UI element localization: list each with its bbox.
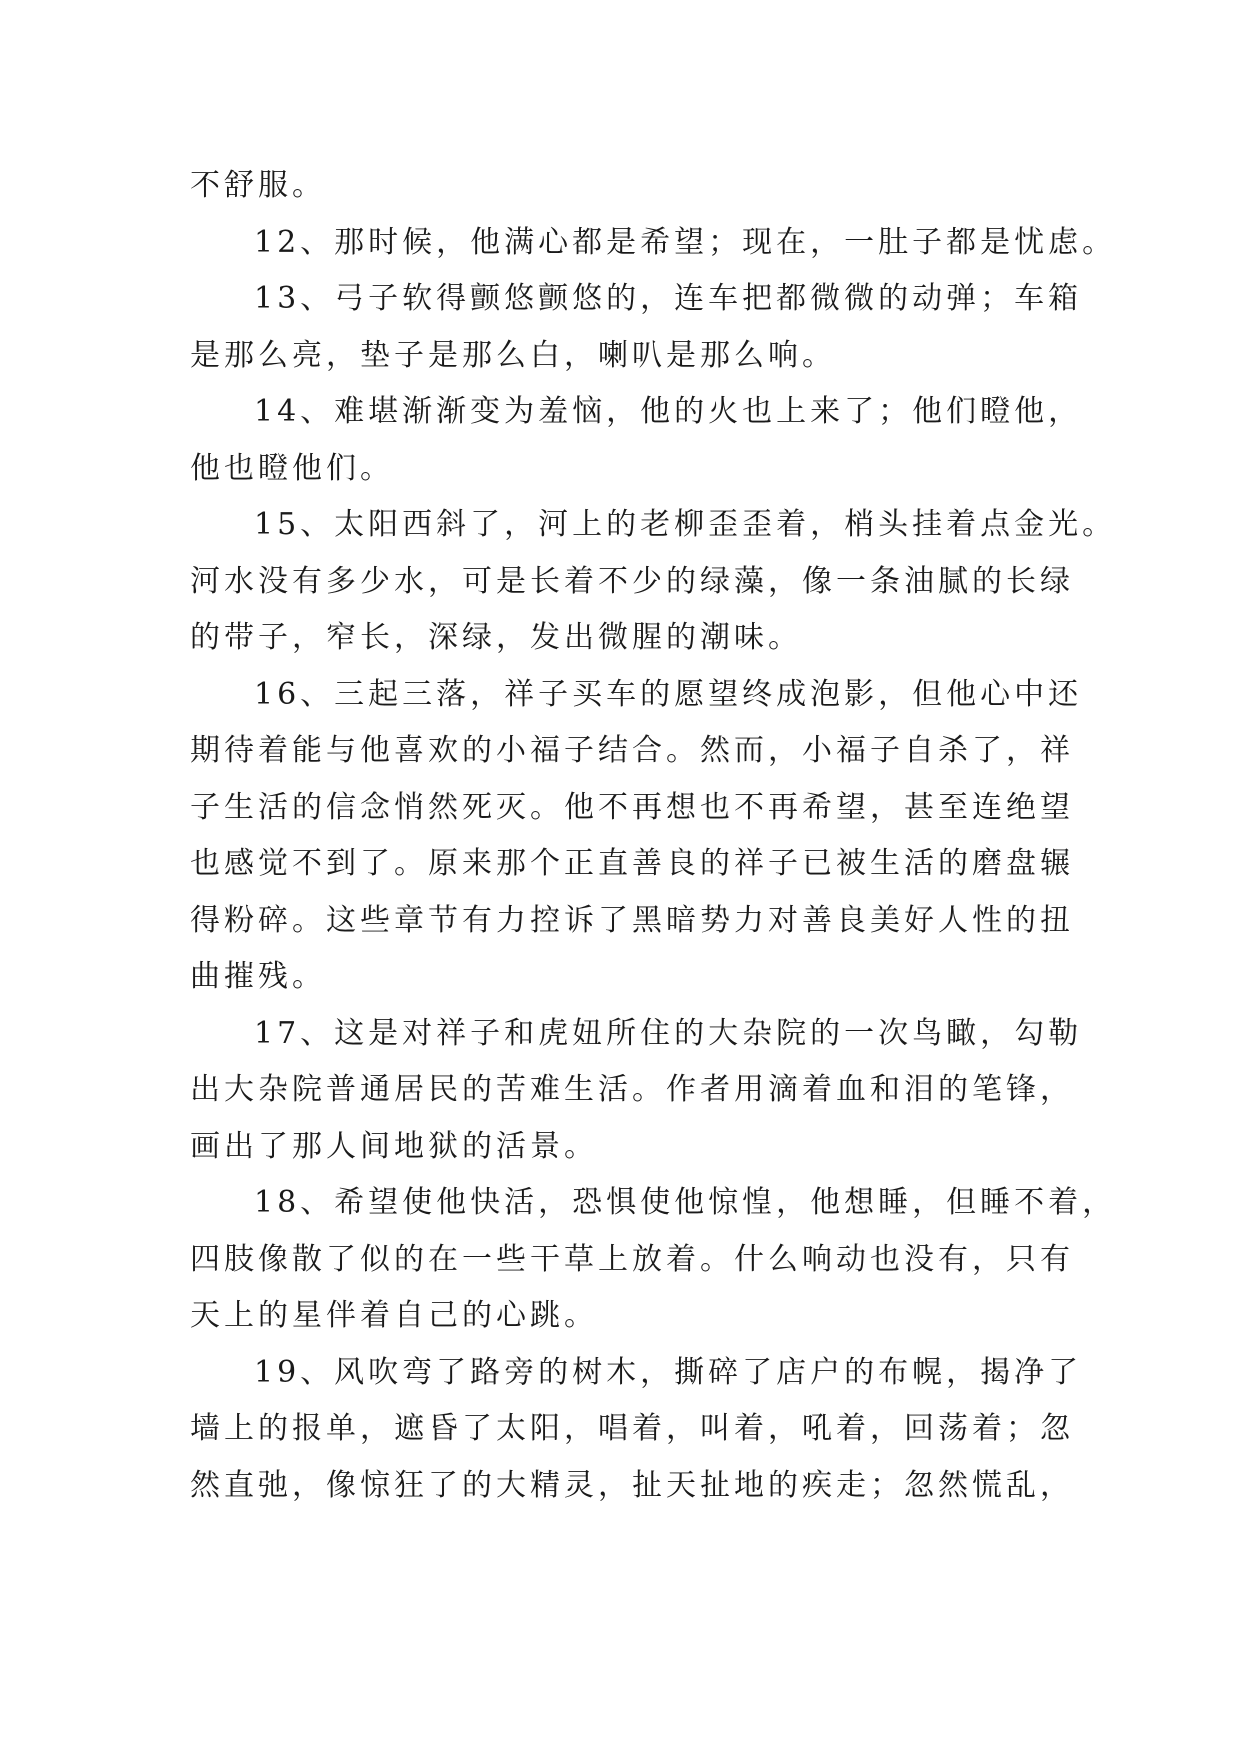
text-line: 出大杂院普通居民的苦难生活。作者用滴着血和泪的笔锋，	[190, 1072, 1074, 1107]
text-line: 不舒服。	[190, 168, 326, 203]
paragraph-first-line: 13、弓子软得颤悠颤悠的，连车把都微微的动弹；车箱	[254, 281, 1083, 316]
paragraph-first-line: 19、风吹弯了路旁的树木，撕碎了店户的布幌，揭净了	[254, 1354, 1083, 1390]
paragraph-first-line: 14、难堪渐渐变为羞恼，他的火也上来了；他们瞪他，	[254, 394, 1083, 429]
text-line: 天上的星伴着自己的心跳。	[190, 1298, 598, 1333]
text-line: 画出了那人间地狱的活景。	[190, 1128, 598, 1164]
text-line: 是那么亮，垫子是那么白，喇叭是那么响。	[190, 337, 836, 373]
paragraph-first-line: 12、那时候，他满心都是希望；现在，一肚子都是忧虑。	[254, 224, 1117, 260]
text-line: 子生活的信念悄然死灭。他不再想也不再希望，甚至连绝望	[190, 789, 1074, 825]
text-line: 得粉碎。这些章节有力控诉了黑暗势力对善良美好人性的扭	[190, 902, 1074, 938]
text-line: 墙上的报单，遮昏了太阳，唱着，叫着，吼着，回荡着；忽	[190, 1411, 1074, 1446]
paragraph-first-line: 16、三起三落，祥子买车的愿望终成泡影，但他心中还	[254, 676, 1083, 712]
paragraph-first-line: 17、这是对祥子和虎妞所住的大杂院的一次鸟瞰，勾勒	[254, 1015, 1083, 1051]
text-line: 然直弛，像惊狂了的大精灵，扯天扯地的疾走；忽然慌乱，	[190, 1467, 1074, 1503]
text-line: 期待着能与他喜欢的小福子结合。然而，小福子自杀了，祥	[190, 733, 1074, 768]
text-line: 河水没有多少水，可是长着不少的绿藻，像一条油腻的长绿	[190, 563, 1074, 599]
text-line: 曲摧残。	[190, 959, 326, 994]
text-line: 也感觉不到了。原来那个正直善良的祥子已被生活的磨盘辗	[190, 846, 1074, 881]
paragraph-first-line: 15、太阳西斜了，河上的老柳歪歪着，梢头挂着点金光。	[254, 507, 1117, 542]
text-line: 他也瞪他们。	[190, 450, 394, 486]
text-line: 四肢像散了似的在一些干草上放着。什么响动也没有，只有	[190, 1241, 1074, 1277]
document-text	[190, 158, 1117, 1514]
text-line: 的带子，窄长，深绿，发出微腥的潮味。	[190, 620, 802, 655]
paragraph-first-line: 18、希望使他快活，恐惧使他惊惶，他想睡，但睡不着，	[254, 1185, 1117, 1220]
